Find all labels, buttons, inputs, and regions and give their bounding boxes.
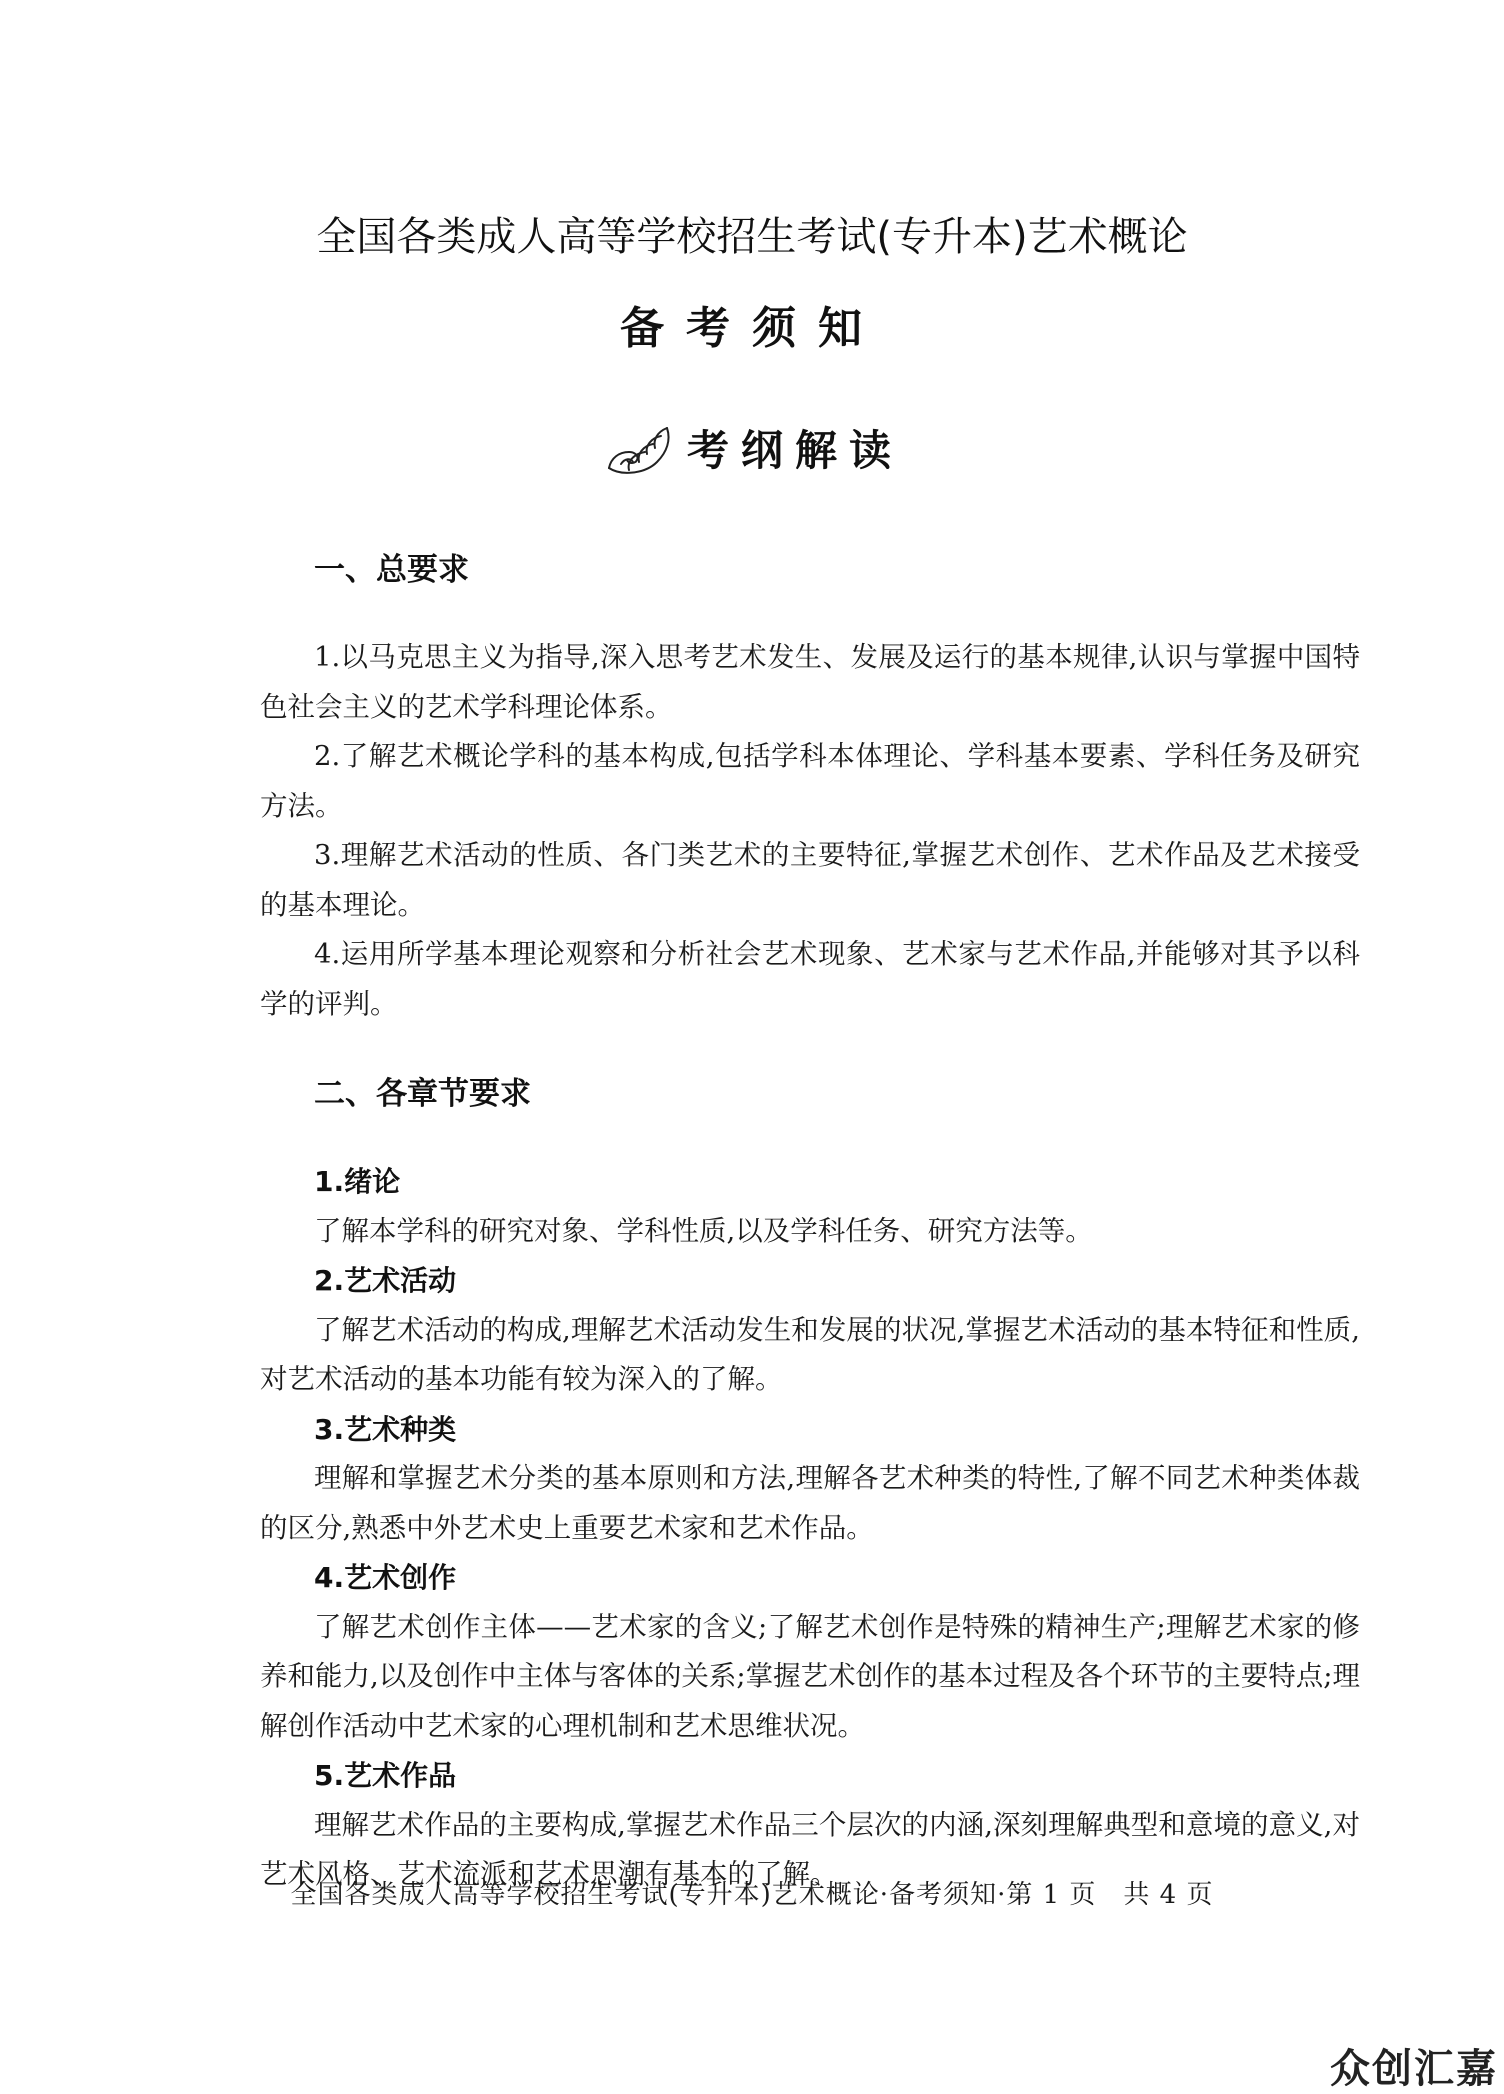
chapter-title: 5.艺术作品 [314,1759,457,1792]
document-subtitle: 备考须知 [620,303,884,354]
document-title: 全国各类成人高等学校招生考试(专升本)艺术概论 [316,214,1188,260]
chapter-text: 了解艺术创作主体——艺术家的含义;了解艺术创作是特殊的精神生产;理解艺术家的修养和能力,以及创作中主体与客体的关系;掌握艺术创作的基本过程及各个环节的主要特点;理解创作活动中艺术家的心理机制和艺术思维状况。 [260,1610,1360,1742]
leaf-swirl-icon [601,418,677,478]
section-banner [0,418,1504,478]
banner-title: 考纲解读 [686,426,903,475]
chapter-title: 2.艺术活动 [314,1264,457,1297]
chapter-text: 了解本学科的研究对象、学科性质,以及学科任务、研究方法等。 [314,1214,1093,1247]
section-heading-general: 一、总要求 [314,552,469,588]
chapter-text: 理解和掌握艺术分类的基本原则和方法,理解各艺术种类的特性,了解不同艺术种类体裁的区分,熟悉中外艺术史上重要艺术家和艺术作品。 [260,1462,1360,1544]
chapter-text: 了解艺术活动的构成,理解艺术活动发生和发展的状况,掌握艺术活动的基本特征和性质,对艺术活动的基本功能有较为深入的了解。 [260,1313,1360,1395]
chapter-text: 理解艺术作品的主要构成,掌握艺术作品三个层次的内涵,深刻理解典型和意境的意义,对艺术风格、艺术流派和艺术思潮有基本的了解。 [260,1808,1360,1890]
chapter-title: 4.艺术创作 [314,1561,457,1594]
general-requirement-item: 1.以马克思主义为指导,深入思考艺术发生、发展及运行的基本规律,认识与掌握中国特色社会主义的艺术学科理论体系。 [260,641,1360,723]
general-requirement-item: 2.了解艺术概论学科的基本构成,包括学科本体理论、学科基本要素、学科任务及研究方法。 [260,740,1360,822]
chapter-title: 1.绪论 [314,1165,401,1198]
page-footer: 全国各类成人高等学校招生考试(专升本)艺术概论·备考须知·第 1 页 共 4 页 [290,1880,1214,1910]
chapter-title: 3.艺术种类 [314,1412,457,1446]
general-requirement-item: 3.理解艺术活动的性质、各门类艺术的主要特征,掌握艺术创作、艺术作品及艺术接受的基本理论。 [260,839,1360,921]
section-heading-chapters: 二、各章节要求 [314,1076,531,1112]
general-requirement-item: 4.运用所学基本理论观察和分析社会艺术现象、艺术家与艺术作品,并能够对其予以科学的评判。 [260,938,1360,1020]
watermark-logo: 众创汇嘉 [1330,2046,1498,2092]
document-body [260,545,1360,1900]
